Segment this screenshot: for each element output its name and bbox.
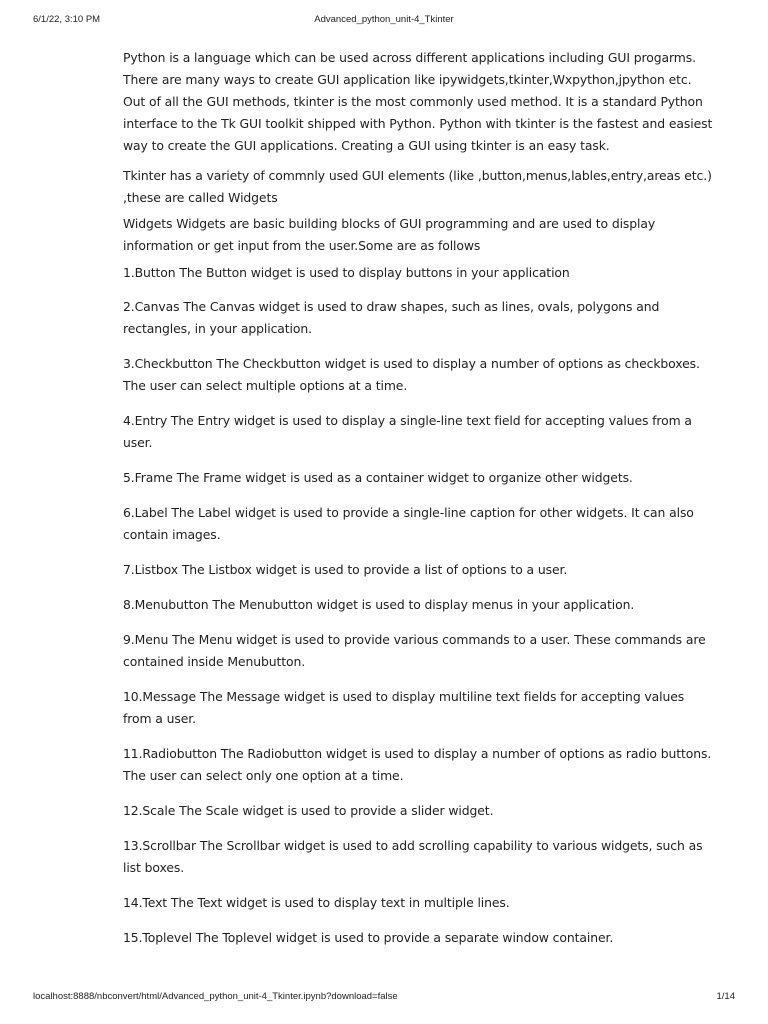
widget-item-message: 10.Message The Message widget is used to display multiline text fields for accepting values from a user.: [123, 689, 685, 726]
page-number: 1/14: [716, 991, 735, 1002]
widget-item-button: 1.Button The Button widget is used to display buttons in your application: [123, 265, 570, 280]
widget-item-checkbutton: 3.Checkbutton The Checkbutton widget is used to display a number of options as checkboxes. The user can select multiple options at a time.: [123, 356, 700, 393]
widget-item-entry: 4.Entry The Entry widget is used to display a single-line text field for accepting values from a user.: [123, 413, 692, 450]
widget-item-text: 14.Text The Text widget is used to display text in multiple lines.: [123, 895, 510, 910]
print-title: Advanced_python_unit-4_Tkinter: [314, 14, 454, 25]
widget-item-menubutton: 8.Menubutton The Menubutton widget is used to display menus in your application.: [123, 597, 635, 612]
widget-item-radiobutton: 11.Radiobutton The Radiobutton widget is used to display a number of options as radio buttons. The user can select only one option at a time.: [123, 746, 712, 783]
notebook-content: [123, 47, 713, 949]
widget-item-canvas: 2.Canvas The Canvas widget is used to draw shapes, such as lines, ovals, polygons and rectangles, in your application.: [123, 299, 660, 336]
print-footer: [0, 991, 768, 1011]
intro-paragraph: Python is a language which can be used across different applications including GUI progarms. There are many ways to create GUI application like ipywidgets,tkinter,Wxpython,jpython etc. Out of all the GUI methods, tkinter is the most commonly used method. It is a standard Python interface to the Tk GUI toolkit shipped with Python. Python with tkinter is the fastest and easiest way to create the GUI applications. Creating a GUI using tkinter is an easy task.: [123, 50, 713, 153]
widget-item-frame: 5.Frame The Frame widget is used as a container widget to organize other widgets.: [123, 470, 633, 485]
widget-item-toplevel: 15.Toplevel The Toplevel widget is used to provide a separate window container.: [123, 930, 614, 945]
print-url: localhost:8888/nbconvert/html/Advanced_python_unit-4_Tkinter.ipynb?download=false: [33, 991, 398, 1002]
widget-item-listbox: 7.Listbox The Listbox widget is used to provide a list of options to a user.: [123, 562, 568, 577]
widget-item-menu: 9.Menu The Menu widget is used to provide various commands to a user. These commands are contained inside Menubutton.: [123, 632, 706, 669]
widgets-paragraph: Widgets Widgets are basic building blocks of GUI programming and are used to display information or get input from the user.Some are as follows: [123, 216, 656, 253]
widget-item-label: 6.Label The Label widget is used to provide a single-line caption for other widgets. It can also contain images.: [123, 505, 694, 542]
tkinter-paragraph: Tkinter has a variety of commnly used GUI elements (like ,button,menus,lables,entry,areas etc.) ,these are called Widgets: [123, 168, 712, 205]
widget-item-scrollbar: 13.Scrollbar The Scrollbar widget is used to add scrolling capability to various widgets, such as list boxes.: [123, 838, 703, 875]
print-header: [0, 14, 768, 34]
widget-item-scale: 12.Scale The Scale widget is used to provide a slider widget.: [123, 803, 494, 818]
print-datetime: 6/1/22, 3:10 PM: [33, 14, 101, 25]
